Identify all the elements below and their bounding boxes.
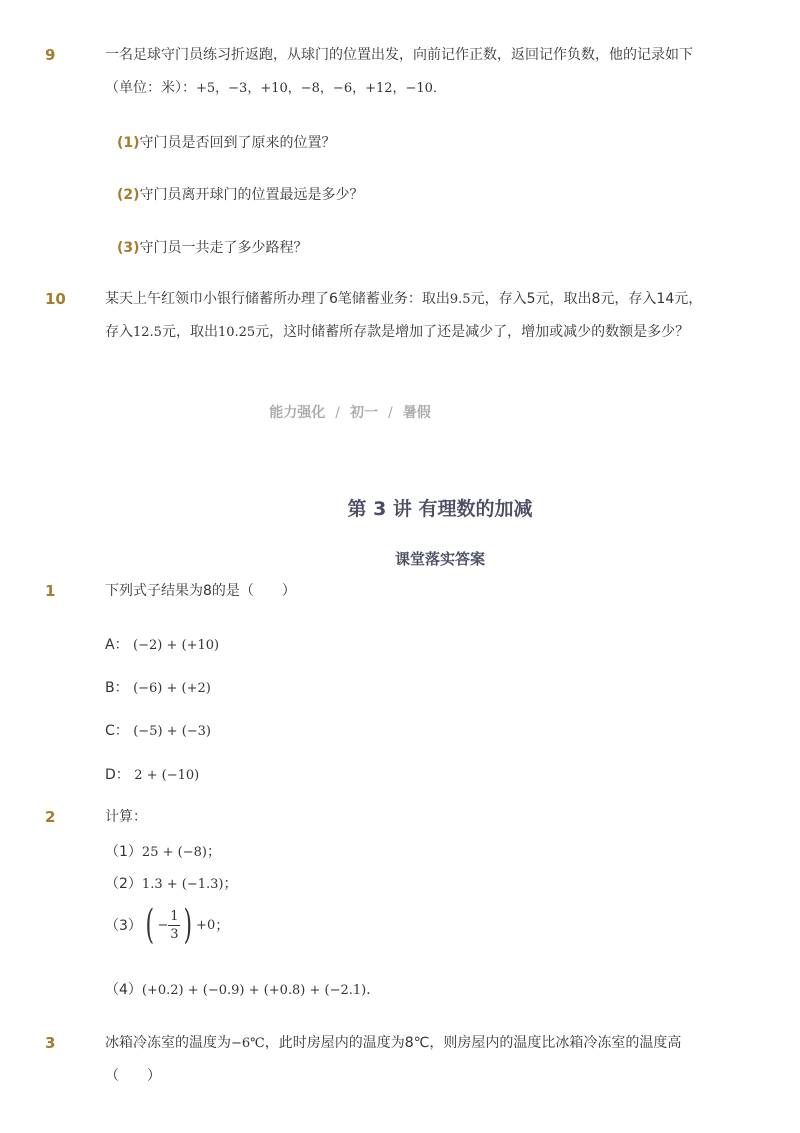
fraction-denominator: 3 [170,926,179,942]
q2-item-1 [105,841,221,861]
sub-text: 守门员一共走了多少路程？ [139,240,308,256]
q2-item-2 [105,873,237,893]
option-label: B： [105,680,129,696]
item-label: （1） [105,844,142,860]
q3-stem-line2: （ ） [105,1068,161,1084]
q10-text: 元，这时储蓄所存款是增加了还是减少了，增加或减少的数额是多少？ [255,324,690,340]
option-expression: (−2) + (+10) [133,638,220,653]
q9-stem-line2 [105,78,446,99]
q1-option-d [105,764,199,784]
footer-term: 暑假 [402,405,431,421]
q10-stem-line1 [105,289,702,310]
q3-temperature: −6℃ [231,1036,265,1051]
fraction-numerator: 1 [170,908,179,924]
sub-number: (3) [117,240,140,256]
q3-text: 冰箱冷冻室的温度为 [105,1035,231,1051]
footer-grade: 初一 [350,405,378,421]
q2-stem: 计算： [105,809,147,825]
option-label: D： [105,767,130,783]
item-label: （3） [105,918,142,934]
q9-stem-line1: 一名足球守门员练习折返跑，从球门的位置出发，向前记作正数，返回记作负数，他的记录如下 [105,47,693,63]
sub-number: (1) [117,135,140,151]
q1-option-b [105,677,211,697]
page-footer [0,402,700,422]
question-number-9: 9 [45,46,56,64]
q9-record-values: +5，−3，+10，−8，−6，+12，−10． [196,81,446,96]
q10-text: 某天上午红领巾小银行储蓄所办理了6笔储蓄业务：取出 [105,291,450,307]
option-expression: (−5) + (−3) [133,724,212,739]
section-title: 课堂落实答案 [394,550,485,568]
q9-sub-3 [117,237,308,257]
q1-stem: 下列式子结果为8的是（ ） [105,583,296,599]
sub-text: 守门员离开球门的位置最远是多少？ [139,187,364,203]
q9-sub-2 [117,184,364,204]
footer-course: 能力强化 [269,405,326,421]
q10-amount: 12.5 [133,325,162,340]
q9-unit-text: （单位：米）： [105,80,196,96]
left-paren: ( [145,902,155,948]
option-expression: (−6) + (+2) [133,681,211,696]
q10-amount: 9.5 [449,292,471,307]
question-number-1: 1 [45,582,56,600]
sub-text: 守门员是否回到了原来的位置？ [139,135,336,151]
item-punct: ； [223,876,238,892]
sub-number: (2) [117,187,140,203]
question-number-10: 10 [45,290,66,308]
item-label: （4） [105,982,142,998]
item-expression: 25 + (−8) [141,845,207,860]
plus-zero: +0 [196,917,216,933]
q1-option-c [105,720,211,740]
item-punct: ． [366,982,381,998]
item-punct: ； [215,918,230,934]
fraction [168,908,180,943]
fraction-expression [142,902,216,948]
q3-stem-line1 [105,1033,681,1054]
question-number-3: 3 [45,1034,56,1052]
q10-text: 存入 [105,324,133,340]
q2-item-3 [105,902,230,948]
q10-amount: 10.25 [217,325,256,340]
q1-option-a [105,634,219,654]
q10-text: 元，存入5元，取出8元，存入14元， [470,291,703,307]
footer-separator: / [335,405,340,421]
q3-text: ，此时房屋内的温度为8℃，则房屋内的温度比冰箱冷冻室的温度高 [264,1035,682,1051]
lesson-title: 第 3 讲 有理数的加减 [347,498,533,520]
q2-item-4 [105,979,380,999]
right-paren: ) [183,902,193,948]
minus-sign: − [157,917,169,933]
option-label: A： [105,637,129,653]
item-label: （2） [105,876,142,892]
item-expression: 1.3 + (−1.3) [141,877,224,892]
q10-text: 元，取出 [161,324,218,340]
item-expression: (+0.2) + (−0.9) + (+0.8) + (−2.1) [141,983,367,998]
q10-stem-line2 [105,322,689,343]
footer-separator: / [388,405,393,421]
option-expression: 2 + (−10) [134,768,200,783]
q9-sub-1 [117,132,336,152]
option-label: C： [105,723,129,739]
item-punct: ； [206,844,221,860]
question-number-2: 2 [45,808,56,826]
